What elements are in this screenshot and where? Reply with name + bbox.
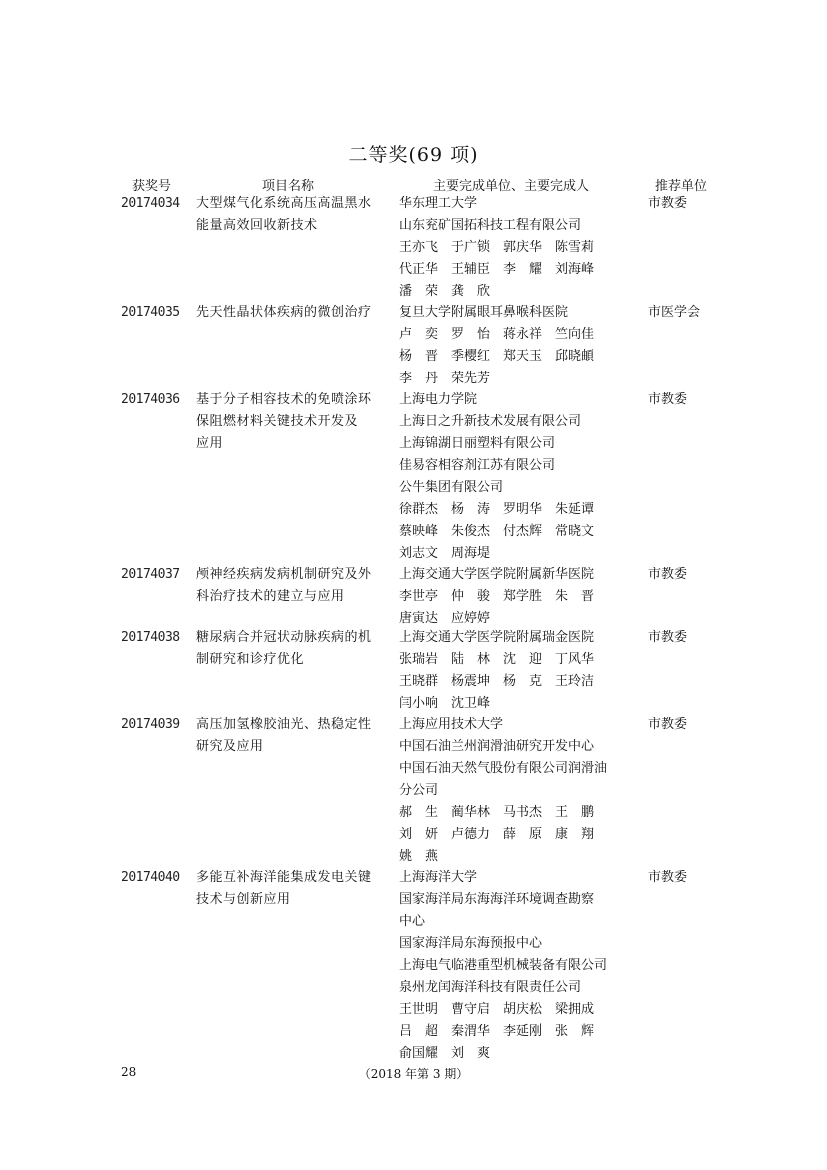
header-number: 获奖号 — [132, 179, 172, 194]
unit-line: 上海交通大学医学院附属瑞金医院 — [399, 630, 595, 645]
unit-line: 潘 荣 龚 欣 — [399, 284, 491, 299]
project-name-line: 基于分子相容技术的免喷涂环 — [196, 392, 372, 407]
unit-line: 吕 超 秦渭华 李延刚 张 辉 — [399, 1024, 595, 1039]
unit-line: 唐寅达 应婷婷 — [399, 611, 491, 626]
completion-units — [399, 714, 635, 868]
recommender: 市医学会 — [648, 305, 701, 320]
unit-line: 泉州龙闰海洋科技有限责任公司 — [399, 980, 582, 995]
unit-line: 公牛集团有限公司 — [399, 480, 504, 495]
award-number: 20174035 — [121, 305, 180, 320]
project-name-line: 保阻燃材料关键技术开发及 — [196, 414, 359, 429]
project-name-line: 应用 — [196, 436, 224, 451]
unit-line: 刘志文 周海堤 — [399, 546, 491, 561]
recommender: 市教委 — [648, 630, 688, 645]
unit-line: 上海应用技术大学 — [399, 717, 504, 732]
completion-units — [399, 193, 635, 303]
unit-line: 徐群杰 杨 涛 罗明华 朱延谭 — [399, 502, 595, 517]
completion-units — [399, 627, 635, 715]
unit-line: 王世明 曹守启 胡庆松 梁拥成 — [399, 1002, 595, 1017]
unit-line: 复旦大学附属眼耳鼻喉科医院 — [399, 305, 569, 320]
recommender: 市教委 — [648, 870, 688, 885]
unit-line: 代正华 王辅臣 李 耀 刘海峰 — [399, 262, 595, 277]
unit-line: 上海交通大学医学院附属新华医院 — [399, 567, 595, 582]
project-name — [196, 302, 386, 324]
project-name-line: 能量高效回收新技术 — [196, 218, 318, 233]
page-title: 二等奖(69 项) — [348, 144, 479, 166]
unit-line: 姚 燕 — [399, 849, 439, 864]
unit-line: 卢 奕 罗 怡 蒋永祥 竺向佳 — [399, 327, 595, 342]
project-name — [196, 564, 386, 608]
footer-issue: （2018 年第 3 期） — [358, 1067, 469, 1081]
project-name — [196, 193, 386, 237]
project-name-line: 研究及应用 — [196, 739, 264, 754]
unit-line: 分公司 — [399, 783, 439, 798]
completion-units — [399, 564, 635, 630]
unit-line: 华东理工大学 — [399, 196, 478, 211]
project-name-line: 高压加氢橡胶油光、热稳定性 — [196, 717, 372, 732]
unit-line: 佳易容相容剂江苏有限公司 — [399, 458, 556, 473]
unit-line: 国家海洋局东海海洋环境调查勘察 — [399, 892, 595, 907]
project-name-line: 糖尿病合并冠状动脉疾病的机 — [196, 630, 372, 645]
project-name — [196, 627, 386, 671]
award-number: 20174038 — [121, 630, 180, 645]
recommender: 市教委 — [648, 717, 688, 732]
header-project: 项目名称 — [262, 179, 315, 194]
unit-line: 杨 晋 季樱红 郑天玉 邱晓頔 — [399, 349, 595, 364]
unit-line: 上海锦湖日丽塑料有限公司 — [399, 436, 556, 451]
unit-line: 山东兖矿国拓科技工程有限公司 — [399, 218, 582, 233]
recommender: 市教委 — [648, 392, 688, 407]
project-name-line: 先天性晶状体疾病的微创治疗 — [196, 305, 372, 320]
completion-units — [399, 302, 635, 390]
unit-line: 李 丹 荣先芳 — [399, 371, 491, 386]
award-number: 20174036 — [121, 392, 180, 407]
header-recommender: 推荐单位 — [655, 179, 708, 194]
unit-line: 刘 妍 卢德力 薛 原 康 翔 — [399, 827, 595, 842]
unit-line: 张瑞岩 陆 林 沈 迎 丁风华 — [399, 652, 595, 667]
award-number: 20174040 — [121, 870, 180, 885]
unit-line: 闫小响 沈卫峰 — [399, 696, 491, 711]
project-name — [196, 867, 386, 911]
project-name — [196, 389, 386, 455]
header-units: 主要完成单位、主要完成人 — [433, 179, 590, 194]
unit-line: 上海电力学院 — [399, 392, 478, 407]
award-number: 20174034 — [121, 196, 180, 211]
unit-line: 中国石油兰州润滑油研究开发中心 — [399, 739, 595, 754]
completion-units — [399, 867, 635, 1065]
award-number: 20174037 — [121, 567, 180, 582]
unit-line: 中国石油天然气股份有限公司润滑油 — [399, 761, 608, 776]
project-name-line: 多能互补海洋能集成发电关键 — [196, 870, 372, 885]
unit-line: 王亦飞 于广锁 郭庆华 陈雪莉 — [399, 240, 595, 255]
project-name-line: 制研究和诊疗优化 — [196, 652, 305, 667]
unit-line: 蔡映峰 朱俊杰 付杰辉 常晓文 — [399, 524, 595, 539]
project-name — [196, 714, 386, 758]
unit-line: 俞国耀 刘 爽 — [399, 1046, 491, 1061]
unit-line: 上海日之升新技术发展有限公司 — [399, 414, 582, 429]
unit-line: 郝 生 蔺华林 马书杰 王 鹏 — [399, 805, 595, 820]
project-name-line: 大型煤气化系统高压高温黑水 — [196, 196, 372, 211]
recommender: 市教委 — [648, 567, 688, 582]
unit-line: 中心 — [399, 914, 426, 929]
unit-line: 王晓群 杨震坤 杨 克 王玲洁 — [399, 674, 595, 689]
completion-units — [399, 389, 635, 565]
unit-line: 国家海洋局东海预报中心 — [399, 936, 543, 951]
unit-line: 上海海洋大学 — [399, 870, 478, 885]
project-name-line: 技术与创新应用 — [196, 892, 291, 907]
footer-page-number: 28 — [121, 1065, 137, 1079]
unit-line: 李世亭 仲 骏 郑学胜 朱 晋 — [399, 589, 595, 604]
recommender: 市教委 — [648, 196, 688, 211]
unit-line: 上海电气临港重型机械装备有限公司 — [399, 958, 608, 973]
award-number: 20174039 — [121, 717, 180, 732]
project-name-line: 颅神经疾病发病机制研究及外 — [196, 567, 372, 582]
project-name-line: 科治疗技术的建立与应用 — [196, 589, 345, 604]
